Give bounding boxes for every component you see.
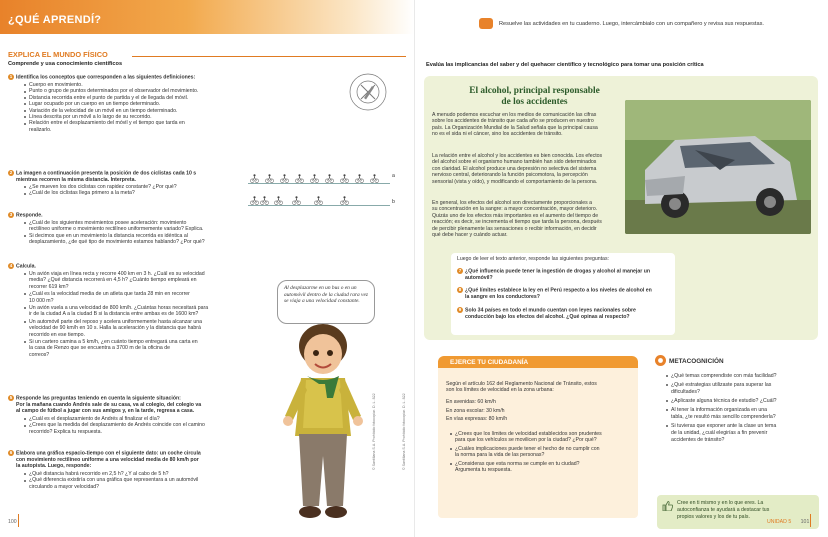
question-1-prompt: 1 Identifica los conceptos que corresponden a las siguientes definiciones: xyxy=(9,74,196,81)
list-item-continued: velocidad de 90 km/h en 10 s. Halla la aceleración y la distancia que habrá xyxy=(29,325,201,332)
speed-limit-school: En zona escolar: 30 km/h xyxy=(446,407,505,414)
list-item: Línea descrita por un móvil a lo largo de su recorrido. xyxy=(22,114,262,120)
cyclist-icon xyxy=(310,174,319,183)
section-title: EXPLICA EL MUNDO FÍSICO xyxy=(8,50,108,59)
list-item-continued: la casa de Renzo que se encuentra a 3700 m de la oficina de xyxy=(29,345,171,352)
after-reading-prompt: Luego de leer el texto anterior, responde las siguientes preguntas: xyxy=(457,256,609,262)
list-item: ¿Consideras que esta norma se cumple en tu ciudad? xyxy=(448,461,633,467)
list-item-continued: desplazamiento, ¿de qué tipo de movimiento estamos hablando? ¿Por qué? xyxy=(29,239,205,246)
list-item: ¿Qué distancia habrá recorrido en 2,5 h? ¿Y al cabo de 5 h? xyxy=(22,471,272,477)
list-item-continued: recorrer 619 km? xyxy=(29,283,69,290)
cyclist-icon xyxy=(280,174,289,183)
list-item: Un avión viaja en línea recta y recorre 400 km en 3 h. ¿Cuál es su velocidad xyxy=(22,271,272,277)
metacognition-title: METACOGNICIÓN xyxy=(669,358,724,365)
unit-and-page-label: UNIDAD 5 101 xyxy=(767,519,810,525)
section-rule xyxy=(132,56,406,57)
section-subtitle: Comprende y usa conocimiento científicos xyxy=(8,61,123,67)
question-9: 9 Solo 34 países en todo el mundo cuentan con leyes nacionales sobre conducción bajo los efectos del alcohol. ¿Qué opinas al respecto? xyxy=(458,307,636,320)
metacognition-list xyxy=(664,373,824,444)
list-item: ¿Crees que la medida del desplazamiento de Andrés coincide con el camino xyxy=(22,422,272,428)
article-title: El alcohol, principal responsable de los accidentes xyxy=(469,86,600,107)
page-title: ¿QUÉ APRENDÍ? xyxy=(8,14,102,26)
list-item: Distancia recorrida entre el punto de partida y el de llegada del móvil. xyxy=(22,95,262,101)
list-item: ¿Qué diferencia existiría con una gráfica que representara a un automóvil xyxy=(22,477,272,483)
question-5-list xyxy=(22,416,272,435)
list-item-continued: circulando a mayor velocidad? xyxy=(29,483,100,490)
list-item-continued: rectilíneo uniforme o movimiento rectilíneo uniformemente variado? Explica. xyxy=(29,226,204,233)
list-item-continued: Argumenta tu respuesta. xyxy=(455,467,512,474)
article-paragraph-2: La relación entre el alcohol y los accidentes es bien conocida. Los efectos del alcohol sobre el organismo humano también han sido determinados con claridad. El alcohol produce una depresión no selectiva del sistema nervioso central, deteriorando la función psicomotora, la percepción sensorial (vista y oído), y modificando el comportamiento de la persona. xyxy=(432,153,603,185)
cyclist-a-label: a xyxy=(392,173,395,179)
cyclist-b-track xyxy=(248,205,390,206)
list-item-continued: realizarlo. xyxy=(29,126,52,133)
list-item: ¿Aplicaste alguna técnica de estudio? ¿Cuál? xyxy=(664,398,824,405)
list-item: ¿Qué estrategias utilizaste para superar las xyxy=(664,382,824,389)
question-5-prompt: 5 Responde las preguntas teniendo en cuenta la siguiente situación: Por la mañana cuando Andrés sale de su casa, va al colegio, del colegio va al campo de fútbol a jugar con sus amigos y, en la tarde, regresa a casa. xyxy=(9,395,202,415)
list-item-continued: de la unidad, ¿cuál elegirías a fin prevenir xyxy=(671,430,768,436)
cyclist-icon xyxy=(325,174,334,183)
question-3-list xyxy=(22,220,272,246)
copyright-notice: © Santillana S.A. Prohibido fotocopiar. D. L. 822 xyxy=(372,393,376,470)
question-4-prompt: 4 Calcula. xyxy=(9,263,36,270)
list-item: ¿Se mueven los dos ciclistas con rapidez constante? ¿Por qué? xyxy=(22,184,247,190)
speed-limit-avenues: En avenidas: 60 km/h xyxy=(446,399,496,405)
civic-intro: Según el artículo 162 del Reglamento Nacional de Tránsito, estos son los límites de velocidad en la zona urbana: xyxy=(446,381,597,394)
article-paragraph-3: En general, los efectos del alcohol son directamente proporcionales a su concentración en la sangre: a mayor concentración, mayor deterioro. Quizás uno de los efectos más importantes es el aumento del tiempo de reacción; es decir, se incrementa el tiempo que tarda la persona, después de percibir plenamente las sensaciones o recibir información, en decidir qué debe hacer y cuándo actuar. xyxy=(432,200,602,239)
cyclist-icon xyxy=(340,174,349,183)
list-item: Lugar ocupado por un cuerpo en un tiempo determinado. xyxy=(22,101,262,107)
question-2-list xyxy=(22,184,247,197)
list-item-continued: ir de la ciudad A a la ciudad B si la distancia entre ambas es de 1600 km? xyxy=(29,311,199,318)
list-item-continued: tabla, ¿te resultó más sencillo comprenderla? xyxy=(671,414,776,420)
puppet-character-illustration xyxy=(273,318,373,530)
speed-limit-expressways: En vías expresas: 80 km/h xyxy=(446,416,508,422)
question-7: 7 ¿Qué influencia puede tener la ingestión de drogas y alcohol al manejar un automóvil? xyxy=(458,268,651,281)
list-item-continued: correos? xyxy=(29,351,50,358)
footer-rule-right xyxy=(810,514,811,527)
question-8: 8 ¿Qué límites establece la ley en el Perú respecto a los niveles de alcohol en la sangre en los conductores? xyxy=(458,287,652,300)
question-1-list xyxy=(22,82,262,133)
civic-questions xyxy=(448,431,633,473)
cyclist-icon xyxy=(250,174,259,183)
page-number-left: 100 xyxy=(8,519,17,525)
cyclist-icon xyxy=(295,174,304,183)
cyclist-b-label: b xyxy=(392,199,395,205)
cyclist-icon xyxy=(355,174,364,183)
list-item: ¿Cuál de los siguientes movimientos posee aceleración: movimiento xyxy=(22,220,272,226)
list-item: Relación entre el desplazamiento del móvil y el tiempo que tarda en xyxy=(22,120,262,126)
instruction-text: Resuelve las actividades en tu cuaderno. Luego, intercámbialo con un compañero y revisa sus respuestas. xyxy=(499,21,764,27)
footer-rule-left xyxy=(18,514,19,527)
list-item-continued: media? ¿Qué distancia recorrerá en 4,5 h? ¿Cuánto tiempo empleará en xyxy=(29,277,197,284)
article-paragraph-1: A menudo podemos escuchar en los medios de comunicación las cifras sobre los accidentes de tránsito que cada año se producen en nuestro país. La Organización Mundial de la Salud señala que la principal causa no es el sida ni el cáncer, sino los accidentes de tránsito. xyxy=(432,112,598,138)
right-section-subtitle: Evalúa las implicancias del saber y del quehacer científico y tecnológico para tomar una posición crítica xyxy=(426,62,704,68)
list-item-continued: para que los vehículos se movilicen por la ciudad? ¿Por qué? xyxy=(455,437,597,444)
cyclist-icon xyxy=(250,196,259,205)
list-item: Si tuvieras que exponer ante la clase un tema xyxy=(664,423,824,430)
brain-icon xyxy=(655,355,666,366)
list-item: Un automóvil parte del reposo y acelera uniformemente hasta alcanzar una xyxy=(22,319,272,325)
list-item: Punto o grupo de puntos determinados por el observador del movimiento. xyxy=(22,88,262,94)
list-item-continued: 10 000 m? xyxy=(29,297,54,304)
list-item-continued: accidentes de tránsito? xyxy=(671,437,725,443)
list-item: ¿Cuáles implicaciones puede tener el hecho de no cumplir con xyxy=(448,446,633,452)
list-item: ¿Cuál es la velocidad media de un atleta que tarda 28 min en recorrer xyxy=(22,291,272,297)
confidence-tip-text: Cree en ti mismo y en lo que eres. La autoconfianza te ayudará a destacar tus propios valores y los de tu país. xyxy=(677,500,770,520)
cyclist-icon xyxy=(292,196,301,205)
list-item: ¿Cuál es el desplazamiento de Andrés al finalizar el día? xyxy=(22,416,272,422)
list-item: Si decimos que en un movimiento la distancia recorrida es idéntica al xyxy=(22,233,272,239)
list-item-continued: dificultades? xyxy=(671,389,700,395)
no-write-stamp-icon xyxy=(348,72,388,112)
page-gutter xyxy=(414,0,415,537)
speech-bubble-text: Al desplazarme en un bus o en un automóvil dentro de la ciudad rara vez se viaja a una velocidad constante. xyxy=(284,285,368,305)
question-6-prompt: 6 Elabora una gráfica espacio-tiempo con el siguiente dato: un coche circula con movimiento rectilíneo uniforme a una velocidad media de 80 km/h por la autopista. Luego, responde: xyxy=(9,450,201,470)
question-6-list xyxy=(22,471,272,490)
question-4-list xyxy=(22,271,272,358)
list-item: ¿Cuál de los ciclistas llega primero a la meta? xyxy=(22,190,247,196)
cyclist-icon xyxy=(340,196,349,205)
cyclist-icon xyxy=(370,174,379,183)
list-item: Un avión vuela a una velocidad de 800 km/h. ¿Cuántas horas necesitará para xyxy=(22,305,272,311)
car-crash-photo xyxy=(625,100,811,234)
question-2-prompt: 2 La imagen a continuación presenta la posición de dos ciclistas cada 10 s mientras recorren la misma distancia. Interpreta. xyxy=(9,170,197,183)
list-item-continued: recorrido? Explica tu respuesta. xyxy=(29,428,102,435)
cyclist-icon xyxy=(274,196,283,205)
list-item: ¿Qué temas comprendiste con más facilidad? xyxy=(664,373,824,380)
list-item: Si un cartero camina a 5 km/h, ¿en cuánto tiempo entregará una carta en xyxy=(22,339,272,345)
speed-limits xyxy=(446,398,636,424)
list-item: Al tener la información organizada en una xyxy=(664,407,824,414)
cyclist-icon xyxy=(314,196,323,205)
list-item-continued: recorrido en ese tiempo. xyxy=(29,331,85,338)
cyclist-a-track xyxy=(248,183,390,184)
list-item: Variación de la velocidad de un móvil en un tiempo determinado. xyxy=(22,108,262,114)
list-item: Cuerpo en movimiento. xyxy=(22,82,262,88)
list-item: ¿Crees que los límites de velocidad establecidos son prudentes xyxy=(448,431,633,437)
group-work-icon xyxy=(479,18,493,29)
cyclist-icon xyxy=(260,196,269,205)
copyright-notice: © Santillana S.A. Prohibido fotocopiar. D. L. 822 xyxy=(402,393,406,470)
cyclist-icon xyxy=(265,174,274,183)
civic-title: EJERCE TU CIUDADANÍA xyxy=(450,358,529,366)
question-3-prompt: 3 Responde. xyxy=(9,212,43,219)
thumbs-up-icon xyxy=(662,501,673,511)
list-item-continued: la norma para la vida de las personas? xyxy=(455,452,545,459)
